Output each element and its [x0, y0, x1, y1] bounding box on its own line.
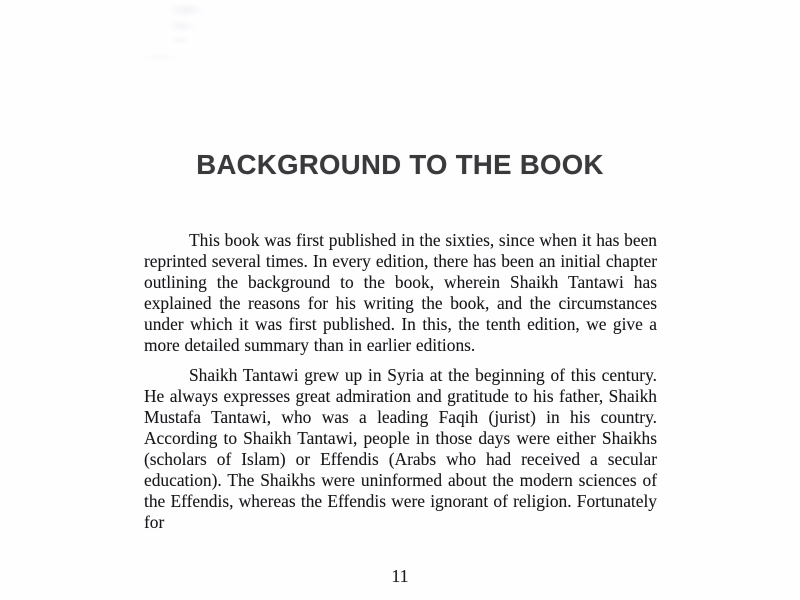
body-paragraph-2: Shaikh Tantawi grew up in Syria at the beginning of this century. He always expresses great admiration and gratitude to his father, Shaikh Mustafa Tantawi, who was a leading Faqih (jurist) in his country. According to Shaikh Tantawi, people in those days were either Shaikhs (scholars of Islam) or Effendis (Arabs who had received a secular education). The Shaikhs were uninformed about the modern sciences of the Effendis, whereas the Effendis were ignorant of religion. Fortunately for: [144, 365, 657, 532]
page-number: 11: [391, 566, 409, 586]
scan-smudge-artifact: [152, 0, 222, 52]
chapter-title: BACKGROUND TO THE BOOK: [196, 149, 604, 181]
scan-smudge-artifact-secondary: [130, 48, 190, 66]
body-text-block: [144, 230, 657, 533]
body-paragraph-1: This book was first published in the sixties, since when it has been reprinted several times. In every edition, there has been an initial chapter outlining the background to the book, wherein Shaikh Tantawi has explained the reasons for his writing the book, and the circumstances under which it was first published. In this, the tenth edition, we give a more detailed summary than in earlier editions.: [144, 230, 657, 355]
